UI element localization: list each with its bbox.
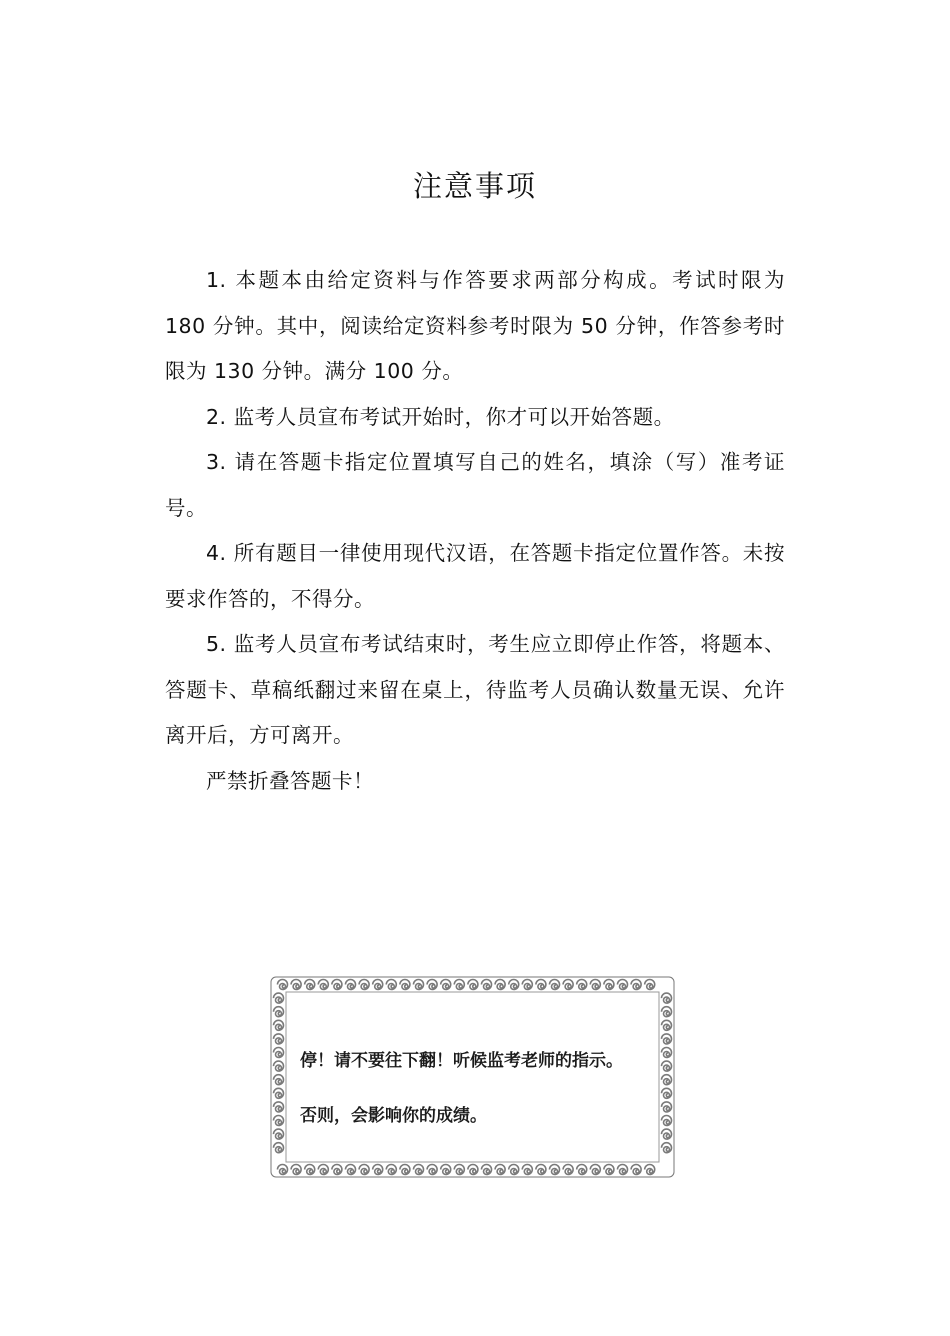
consequence-notice-line: 否则，会影响你的成绩。	[300, 1106, 487, 1126]
warning-no-folding: 严禁折叠答题卡！	[206, 768, 374, 793]
decorative-scroll-border	[270, 976, 675, 1178]
stop-notice-box	[270, 976, 675, 1178]
page-title: 注意事项	[412, 169, 537, 203]
instruction-paragraph-2: 2. 监考人员宣布考试开始时，你才可以开始答题。	[206, 404, 675, 429]
instructions-body	[165, 258, 785, 804]
instruction-paragraph-1: 1. 本题本由给定资料与作答要求两部分构成。考试时限为 180 分钟。其中，阅读给定资料参考时限为 50 分钟，作答参考时限为 130 分钟。满分 100 分。	[165, 268, 785, 383]
stop-notice-line: 停！请不要往下翻！听候监考老师的指示。	[300, 1051, 623, 1071]
instruction-paragraph-3: 3. 请在答题卡指定位置填写自己的姓名，填涂（写）准考证号。	[165, 450, 785, 520]
instruction-paragraph-5: 5. 监考人员宣布考试结束时，考生应立即停止作答，将题本、答题卡、草稿纸翻过来留在桌上，待监考人员确认数量无误、允许离开后，方可离开。	[165, 632, 785, 747]
instruction-paragraph-4: 4. 所有题目一律使用现代汉语，在答题卡指定位置作答。未按要求作答的，不得分。	[165, 541, 785, 611]
